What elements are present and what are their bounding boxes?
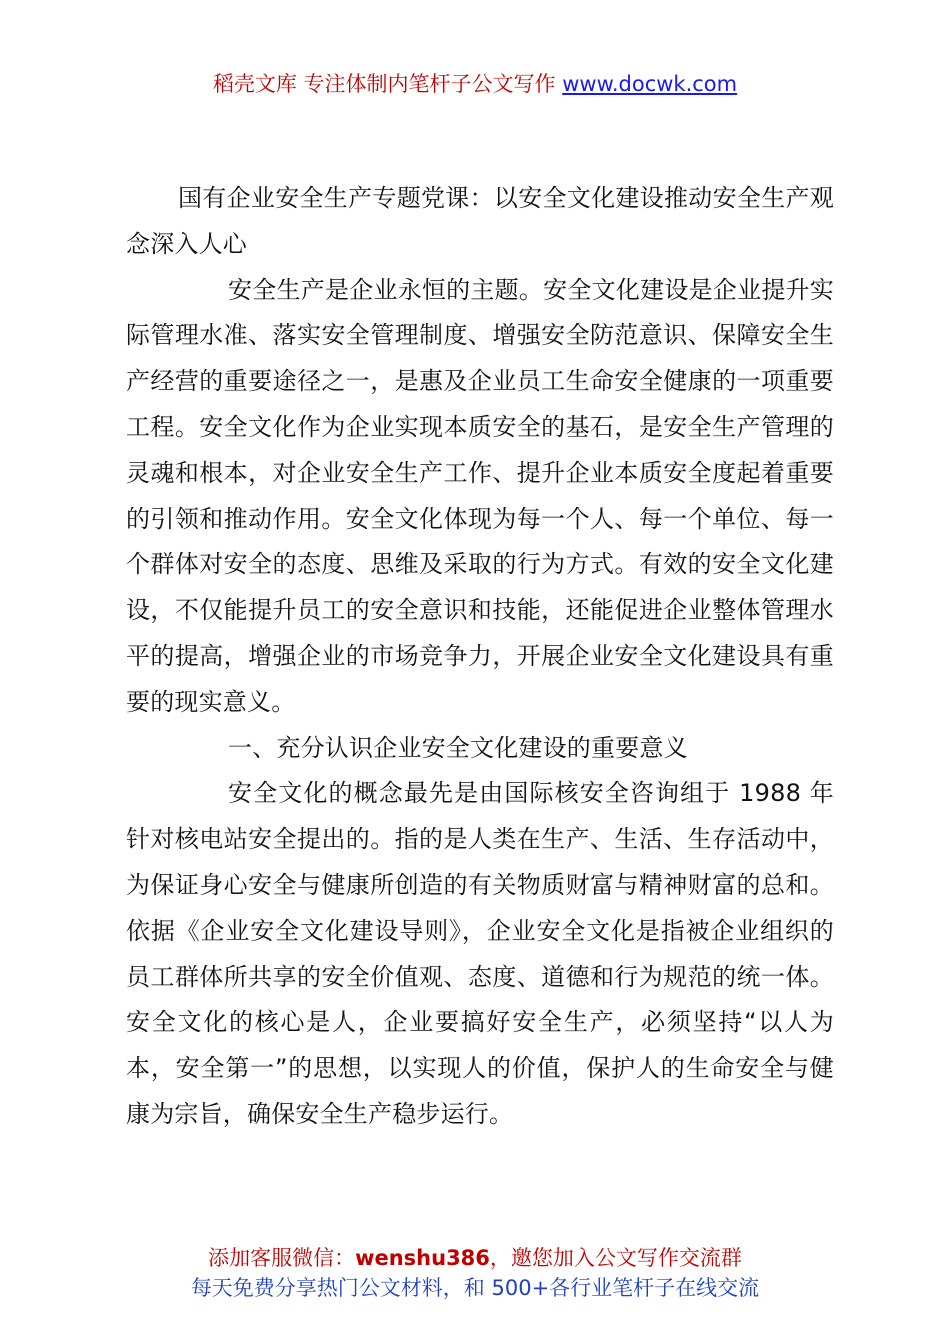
page-footer [0,1243,950,1303]
section-1-paragraph: 安全文化的概念最先是由国际核安全咨询组于 1988 年针对核电站安全提出的。指的是人类在生产、生活、生存活动中，为保证身心安全与健康所创造的有关物质财富与精神财富的总和。依据《企业安全文化建设导则》，企业安全文化是指被企业组织的员工群体所共享的安全价值观、态度、道德和行为规范的统一体。安全文化的核心是人，企业要搞好安全生产，必须坚持“以人为本，安全第一”的思想，以实现人的价值，保护人的生命安全与健康为宗旨，确保安全生产稳步运行。 [126,779,834,1128]
footer-contact-suffix: ，邀您加入公文写作交流群 [489,1246,742,1270]
page-header [0,68,950,100]
footer-wechat-id: wenshu386 [355,1246,490,1270]
footer-promo-line: 每天免费分享热门公文材料，和 500+各行业笔杆子在线交流 [190,1276,760,1300]
header-site-link[interactable]: www.docwk.com [562,72,738,96]
footer-contact-prefix: 添加客服微信： [208,1246,356,1270]
intro-paragraph: 安全生产是企业永恒的主题。安全文化建设是企业提升实际管理水准、落实安全管理制度、增强安全防范意识、保障安全生产经营的重要途径之一，是惠及企业员工生命安全健康的一项重要工程。安全文化作为企业实现本质安全的基石，是安全生产管理的灵魂和根本，对企业安全生产工作、提升企业本质安全度起着重要的引领和推动作用。安全文化体现为每一个人、每一个单位、每一个群体对安全的态度、思维及采取的行为方式。有效的安全文化建设，不仅能提升员工的安全意识和技能，还能促进企业整体管理水平的提高，增强企业的市场竞争力，开展企业安全文化建设具有重要的现实意义。 [126,275,834,716]
section-1-heading: 一、充分认识企业安全文化建设的重要意义 [228,733,688,762]
footer-contact-line [0,1243,950,1273]
document-title: 国有企业安全生产专题党课：以安全文化建设推动安全生产观念深入人心 [126,184,834,258]
header-brand-text: 稻壳文库 专注体制内笔杆子公文写作 [212,72,556,96]
document-body [126,176,834,1138]
